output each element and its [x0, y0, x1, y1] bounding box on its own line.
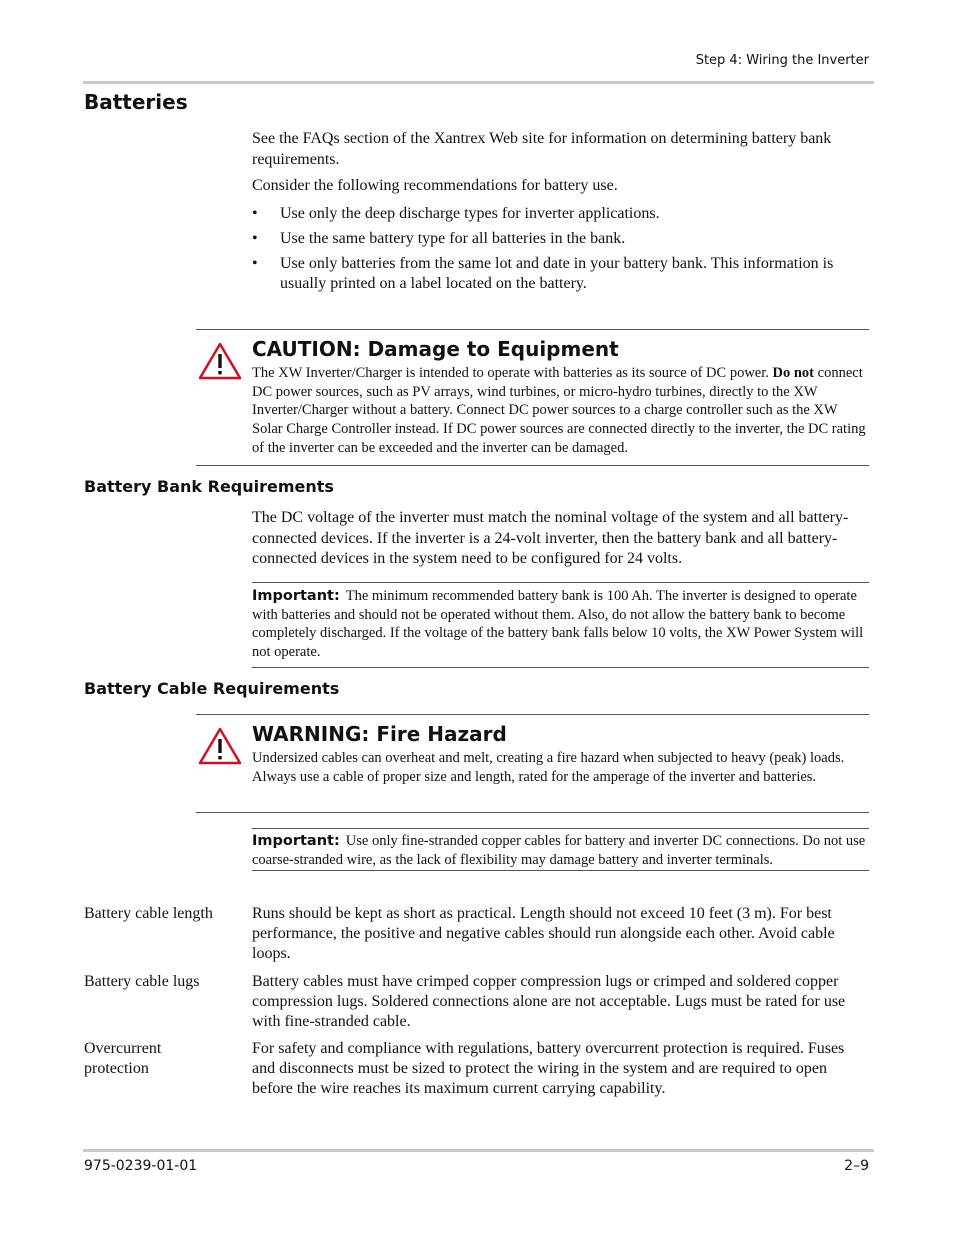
bullet-icon: • [252, 204, 258, 222]
definition-text: Battery cables must have crimped copper compression lugs or crimped and soldered copper compression lugs. Soldered connections alone are not acceptable. Lugs must be rated for use with fine-stranded cable. [252, 973, 846, 1030]
definition-term: Overcurrent protection [84, 1040, 162, 1077]
header-rule [83, 81, 874, 84]
intro-paragraph: See the FAQs section of the Xantrex Web site for information on determining battery bank requirements. [252, 130, 832, 168]
caution-text [252, 364, 866, 458]
subsection-title: Battery Cable Requirements [84, 679, 340, 698]
important-text: Use only fine-stranded copper cables for battery and inverter DC connections. Do not use coarse-stranded wire, as the lack of flexibility may damage battery and inverter terminals. [252, 833, 866, 868]
caution-title: CAUTION: Damage to Equipment [252, 337, 619, 361]
list-item [252, 204, 870, 225]
definition-term: Battery cable lugs [84, 973, 200, 990]
bullet-list [252, 204, 870, 295]
running-head: Step 4: Wiring the Inverter [695, 53, 869, 68]
warning-callout [196, 714, 869, 813]
bullet-icon: • [252, 229, 258, 247]
intro-block [252, 129, 870, 295]
definition-term: Battery cable length [84, 905, 213, 922]
subsection-title: Battery Bank Requirements [84, 477, 334, 496]
document-number: 975-0239-01-01 [84, 1158, 198, 1174]
warning-triangle-icon [198, 727, 242, 765]
section-title: Batteries [84, 90, 188, 114]
intro-paragraph: Consider the following recommendations for battery use. [252, 177, 618, 194]
list-item-text: Use only the deep discharge types for inverter applications. [280, 204, 660, 222]
list-item-text: Use only batteries from the same lot and date in your battery bank. This information is usually printed on a label located on the battery. [280, 254, 834, 292]
important-note [252, 828, 869, 871]
list-item [252, 229, 870, 250]
caution-text-part: The XW Inverter/Charger is intended to operate with batteries as its source of DC power. [252, 365, 773, 381]
warning-text: Undersized cables can overheat and melt, creating a fire hazard when subjected to heavy (peak) loads. Always use a cable of proper size and length, rated for the amperage of the inverter and batteries. [252, 750, 845, 785]
important-label: Important: [252, 833, 340, 849]
warning-title: WARNING: Fire Hazard [252, 722, 507, 746]
warning-triangle-icon [198, 342, 242, 380]
important-label: Important: [252, 588, 340, 604]
bullet-icon: • [252, 254, 258, 272]
important-text: The minimum recommended battery bank is 100 Ah. The inverter is designed to operate with batteries and should not be operated without them. Also, do not allow the battery bank to become completely discharged. If the voltage of the battery bank falls below 10 volts, the XW Power System will not operate. [252, 588, 864, 661]
caution-emphasis: Do not [772, 365, 815, 381]
list-item [252, 254, 870, 295]
list-item-text: Use the same battery type for all batteries in the bank. [280, 229, 626, 247]
caution-callout [196, 329, 869, 466]
important-note [252, 582, 869, 668]
caution-text-part: connect DC power sources, such as PV arrays, wind turbines, or micro-hydro turbines, directly to the XW Inverter/Charger without a battery. Connect DC power sources to a charge controller such as the XW Solar Charge Controller instead. If DC power sources are connected directly to the inverter, the DC rating of the inverter can be exceeded and the inverter can be damaged. [252, 365, 866, 456]
definition-text: Runs should be kept as short as practical. Length should not exceed 10 feet (3 m). For best performance, the positive and negative cables should run alongside each other. Avoid cable loops. [252, 905, 835, 962]
page-number: 2–9 [844, 1158, 869, 1174]
footer-rule [83, 1149, 874, 1152]
bank-paragraph: The DC voltage of the inverter must match the nominal voltage of the system and all battery-connected devices. If the inverter is a 24-volt inverter, then the battery bank and all battery-connected devices in the system need to be configured for 24 volts. [252, 509, 849, 567]
definition-text: For safety and compliance with regulations, battery overcurrent protection is required. Fuses and disconnects must be sized to protect the wiring in the system and are required to open before the wire reaches its maximum current carrying capability. [252, 1040, 845, 1097]
